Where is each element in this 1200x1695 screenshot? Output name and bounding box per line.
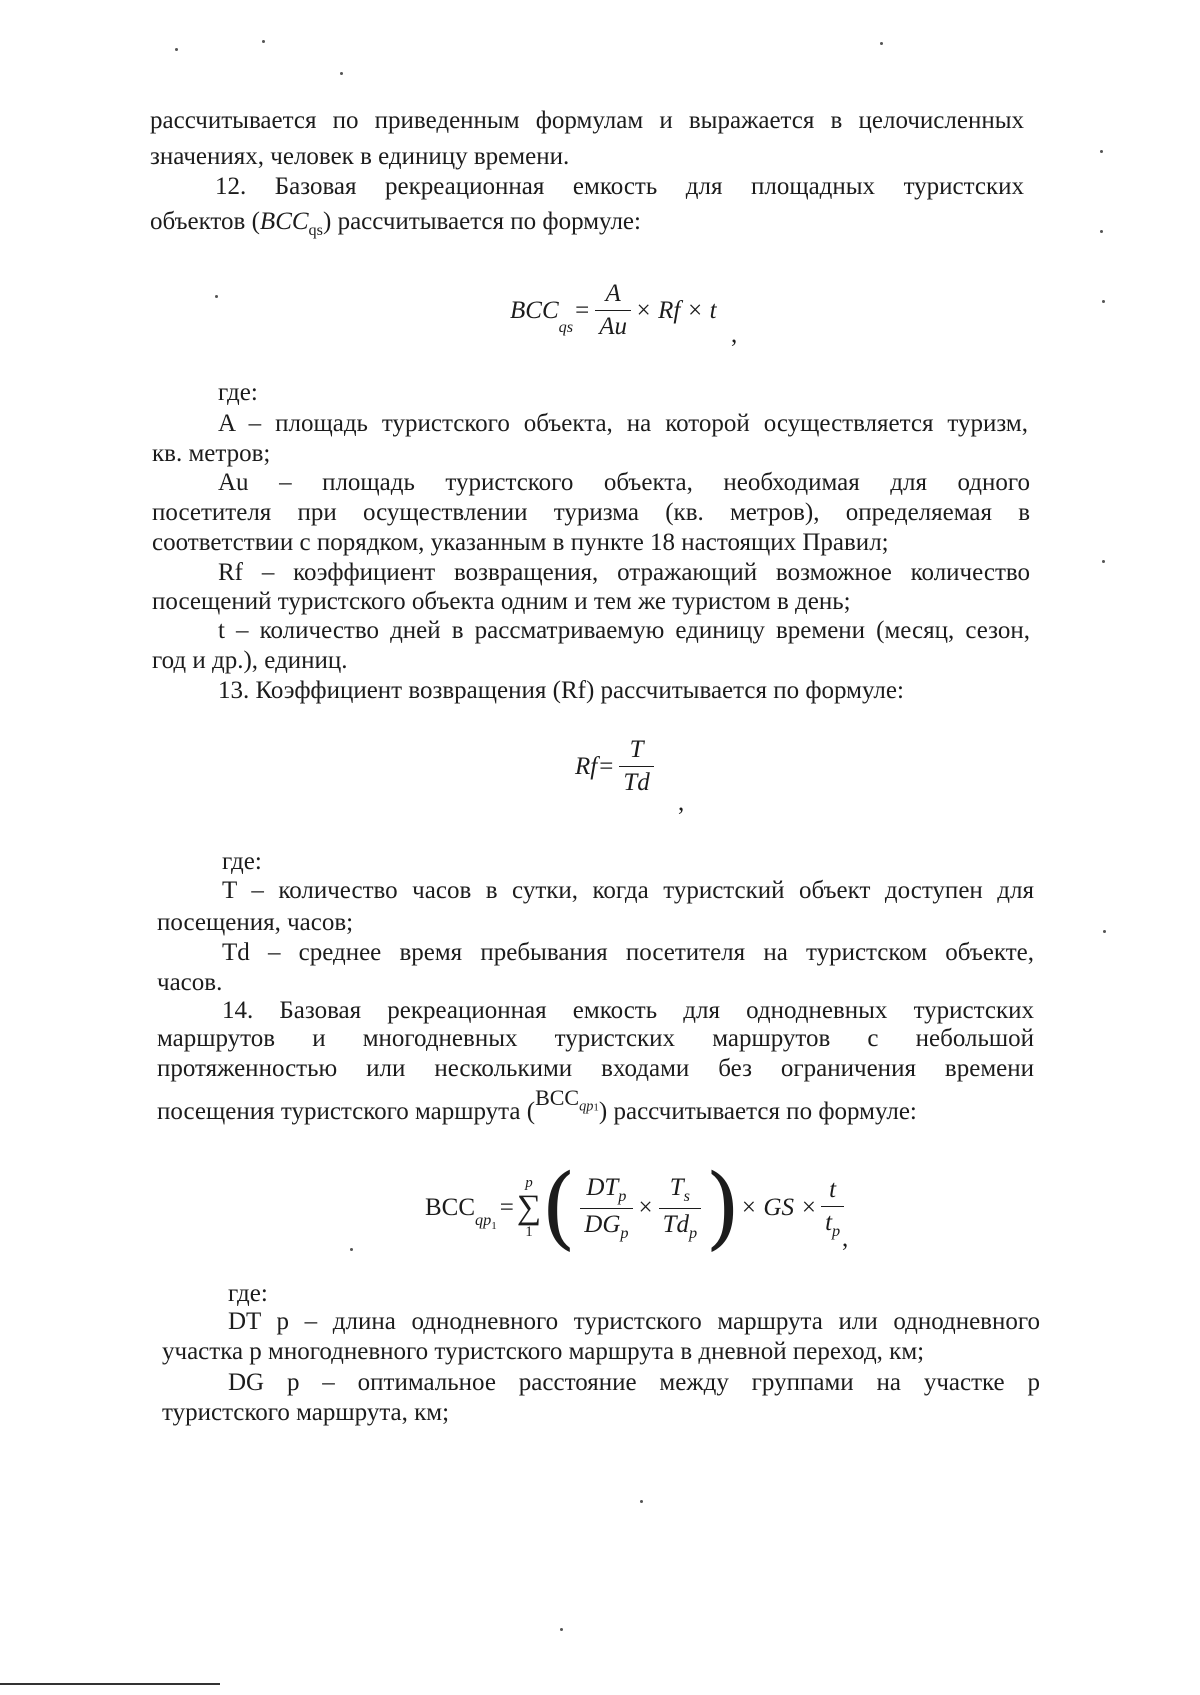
definition-rf-cont: посещений туристского объекта одним и тем же туристом в день; bbox=[152, 588, 851, 615]
scan-speck bbox=[560, 1628, 563, 1631]
definition-au-cont: соответствии с порядком, указанным в пункте 18 настоящих Правил; bbox=[152, 529, 889, 556]
definition-au: Au – площадь туристского объекта, необходимая для одного bbox=[218, 469, 1030, 496]
definition-dtp-cont: участка p многодневного туристского маршрута в дневной переход, км; bbox=[162, 1338, 925, 1365]
sum-operator: p ∑ 1 bbox=[516, 1175, 542, 1240]
definition-T-cont: посещения, часов; bbox=[157, 909, 354, 936]
definition-au-cont: посетителя при осуществлении туризма (кв. метров), определяемая в bbox=[152, 499, 1030, 526]
formula-comma: , bbox=[678, 789, 685, 816]
where-label: где: bbox=[222, 848, 262, 875]
definition-t-cont: год и др.), единиц. bbox=[152, 647, 348, 674]
definition-a-cont: кв. метров; bbox=[152, 440, 271, 467]
left-paren: ( bbox=[541, 1155, 577, 1260]
scan-speck bbox=[215, 295, 218, 298]
scan-speck bbox=[880, 42, 883, 45]
scan-speck bbox=[1100, 150, 1103, 153]
paragraph-line: протяженностью или несколькими входами без ограничения времени bbox=[157, 1055, 1034, 1082]
paragraph-line: рассчитывается по приведенным формулам и выражается в целочисленных bbox=[150, 107, 1024, 134]
formula-bcc-qp1: BCC $_{qp}$ $_1$ = p ∑ 1 ( $\frac{DT_p}{DG_p}$ × $\frac{T_s}{Td_p}$ ) × GS × $\frac{t}{t_p}$ bbox=[425, 1158, 848, 1258]
definition-t: t – количество дней в рассматриваемую единицу времени (месяц, сезон, bbox=[218, 617, 1030, 644]
formula-bcc-qs: BCC $_{qs}$ = $\frac{A}{Au}$ × Rf × t bbox=[510, 280, 717, 340]
definition-Td: Td – среднее время пребывания посетителя на туристском объекте, bbox=[222, 939, 1034, 966]
definition-dgp-cont: туристского маршрута, км; bbox=[162, 1399, 450, 1426]
definition-Td-cont: часов. bbox=[157, 969, 223, 996]
section-13-heading: 13. Коэффициент возвращения (Rf) рассчитывается по формуле: bbox=[218, 677, 904, 704]
paragraph-line: маршрутов и многодневных туристских маршрутов с небольшой bbox=[157, 1025, 1034, 1052]
paragraph-line: посещения туристского маршрута $(BCC_{qp1})$ рассчитывается по формуле: bbox=[157, 1085, 917, 1125]
section-14-heading: 14. Базовая рекреационная емкость для однодневных туристских bbox=[222, 997, 1034, 1024]
formula-comma: , bbox=[842, 1225, 849, 1252]
scan-speck bbox=[1103, 930, 1106, 933]
definition-a: A – площадь туристского объекта, на которой осуществляется туризм, bbox=[218, 410, 1028, 437]
definition-T: T – количество часов в сутки, когда туристский объект доступен для bbox=[222, 877, 1034, 904]
section-12-heading: 12. Базовая рекреационная емкость для площадных туристских bbox=[215, 173, 1024, 200]
where-label: где: bbox=[228, 1280, 268, 1307]
scan-speck bbox=[262, 40, 265, 43]
paragraph-line: значениях, человек в единицу времени. bbox=[150, 143, 570, 170]
definition-dgp: DG p – оптимальное расстояние между группами на участке p bbox=[228, 1369, 1040, 1396]
paragraph-line: объектов $(BCC_{qs})$ рассчитывается по формуле: bbox=[150, 208, 641, 239]
where-label: где: bbox=[218, 379, 258, 406]
scan-speck bbox=[175, 48, 178, 51]
definition-rf: Rf – коэффициент возвращения, отражающий возможное количество bbox=[218, 559, 1030, 586]
definition-dtp: DT p – длина однодневного туристского маршрута или однодневного bbox=[228, 1308, 1040, 1335]
scan-speck bbox=[640, 1500, 643, 1503]
scan-speck bbox=[350, 1248, 353, 1251]
formula-comma: , bbox=[731, 321, 738, 348]
formula-rf: Rf = $\frac{T}{Td}$ bbox=[575, 736, 658, 797]
scan-speck bbox=[1102, 560, 1105, 563]
bottom-edge-rule bbox=[0, 1683, 220, 1685]
scan-speck bbox=[340, 72, 343, 75]
scan-speck bbox=[1102, 300, 1105, 303]
right-paren: ) bbox=[705, 1155, 741, 1260]
scan-speck bbox=[1100, 230, 1103, 233]
